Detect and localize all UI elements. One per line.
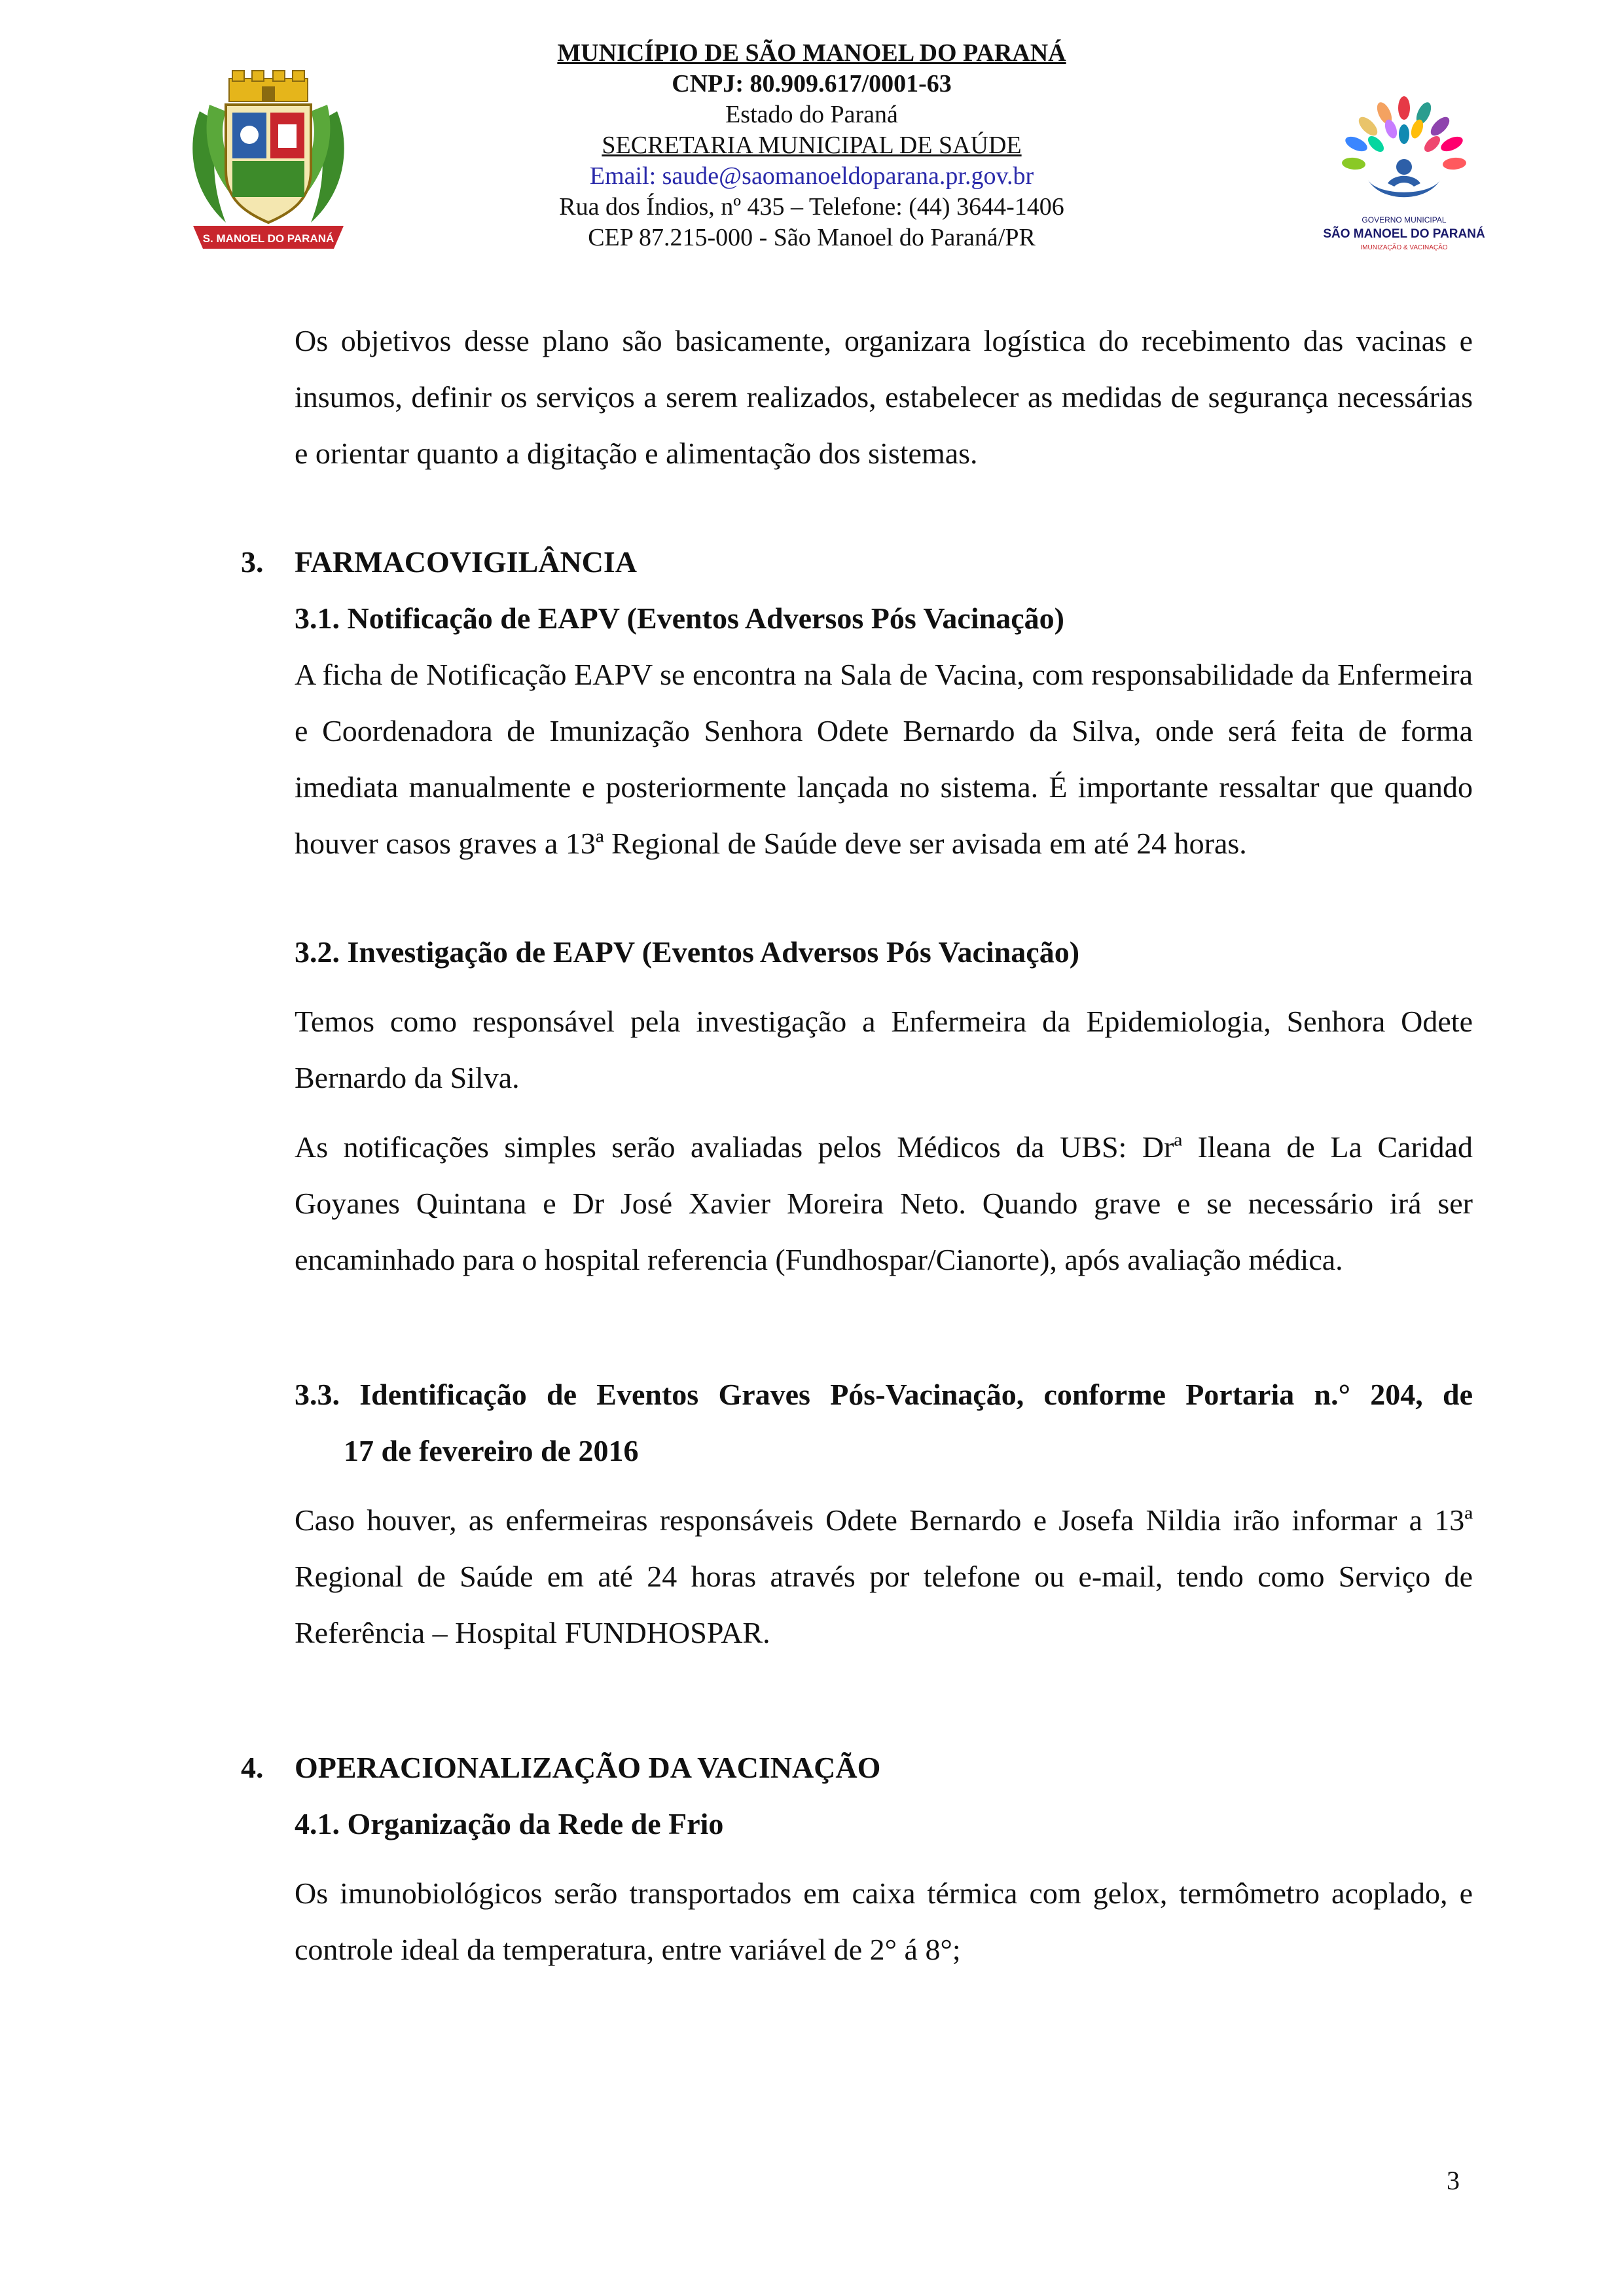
document-body: [241, 313, 1473, 1978]
vaccination-program-logo: [1322, 88, 1486, 259]
section-3-3-heading-line-1: 3.3. Identificação de Eventos Graves Pós-Vacinação, conforme Portaria n.° 204, de: [295, 1378, 1473, 1411]
gov-logo-line1: GOVERNO MUNICIPAL: [1362, 215, 1447, 224]
cnpj: CNPJ: 80.909.617/0001-63: [672, 70, 952, 98]
section-3-2-text-2: As notificações simples serão avaliadas pelos Médicos da UBS: Drª Ileana de La Caridad Goyanes Quintana e Dr José Xavier Moreira Neto. Quando grave e se necessário irá ser encaminhado para o hospital referencia (Fundhospar/Cianorte), após avaliação médica.: [295, 1130, 1473, 1276]
coat-of-arms-banner-text: S. MANOEL DO PARANÁ: [202, 232, 334, 245]
page-number: 3: [1447, 2166, 1460, 2195]
secretariat-name: SECRETARIA MUNICIPAL DE SAÚDE: [602, 132, 1022, 159]
section-4-title: OPERACIONALIZAÇÃO DA VACINAÇÃO: [295, 1751, 881, 1784]
section-3-title: FARMACOVIGILÂNCIA: [295, 545, 638, 579]
section-3-3-heading-line-2: 17 de fevereiro de 2016: [344, 1434, 639, 1467]
gov-logo-line3: IMUNIZAÇÃO & VACINAÇÃO: [1360, 244, 1448, 251]
intro-paragraph: Os objetivos desse plano são basicamente, organizara logística do recebimento das vacinas e insumos, definir os serviços a serem realizados, estabelecer as medidas de segurança necessárias e orientar quanto a digitação e alimentação dos sistemas.: [295, 324, 1473, 470]
section-4-heading: [241, 1740, 1473, 1796]
section-3-1-text: A ficha de Notificação EAPV se encontra na Sala de Vacina, com responsabilidade da Enfermeira e Coordenadora de Imunização Senhora Odete Bernardo da Silva, onde será feita de forma imediata manualmente e posteriormente lançada no sistema. É importante ressaltar que quando houver casos graves a 13ª Regional de Saúde deve ser avisada em até 24 horas.: [295, 658, 1473, 860]
section-3-3-text: Caso houver, as enfermeiras responsáveis Odete Bernardo e Josefa Nildia irão informar a 13ª Regional de Saúde em até 24 horas através por telefone ou e-mail, tendo como Serviço de Referência – Hospital FUNDHOSPAR.: [295, 1503, 1473, 1649]
section-3-2-heading: 3.2. Investigação de EAPV (Eventos Adversos Pós Vacinação): [295, 935, 1080, 969]
coat-of-arms-logo: [187, 65, 350, 252]
section-4-number: 4.: [241, 1751, 264, 1784]
cep: CEP 87.215-000 - São Manoel do Paraná/PR: [588, 224, 1036, 251]
gov-logo-line2: SÃO MANOEL DO PARANÁ: [1323, 227, 1485, 241]
municipality-name: MUNICÍPIO DE SÃO MANOEL DO PARANÁ: [557, 39, 1066, 67]
section-3-heading: [241, 534, 1473, 590]
email-link[interactable]: Email: saude@saomanoeldoparana.pr.gov.br: [589, 162, 1034, 190]
state-name: Estado do Paraná: [725, 101, 898, 128]
section-3-1-heading: 3.1. Notificação de EAPV (Eventos Adversos Pós Vacinação): [295, 601, 1064, 635]
section-3-3-heading: [295, 1367, 1473, 1479]
section-3-number: 3.: [241, 545, 264, 579]
section-4-1-heading: 4.1. Organização da Rede de Frio: [295, 1807, 724, 1840]
letterhead: [419, 38, 1204, 253]
section-3-2-text-1: Temos como responsável pela investigação a Enfermeira da Epidemiologia, Senhora Odete Bernardo da Silva.: [295, 1005, 1473, 1094]
address: Rua dos Índios, nº 435 – Telefone: (44) 3644-1406: [559, 193, 1064, 221]
section-4-1-text: Os imunobiológicos serão transportados em caixa térmica com gelox, termômetro acoplado, e controle ideal da temperatura, entre variável de 2° á 8°;: [295, 1876, 1473, 1966]
